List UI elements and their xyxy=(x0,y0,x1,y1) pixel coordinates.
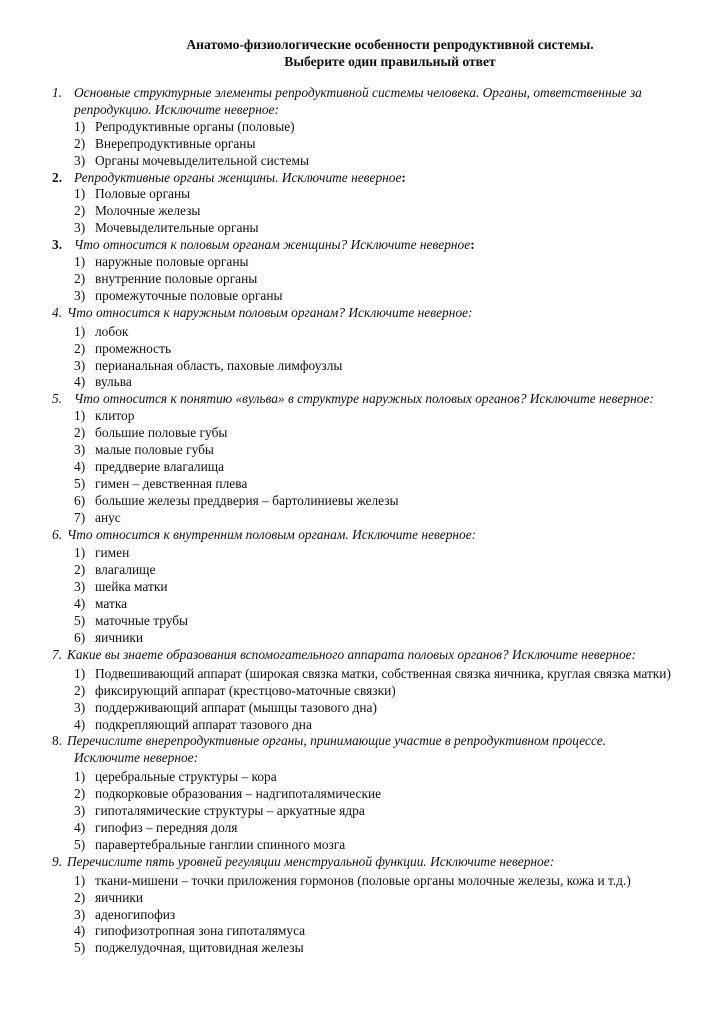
question-number: 7. xyxy=(52,646,63,662)
question-number: 3. xyxy=(52,237,63,253)
option-number: 3) xyxy=(74,152,86,168)
option-text: яичники xyxy=(95,889,144,905)
question-3 xyxy=(52,237,692,305)
question-number: 1. xyxy=(52,85,63,100)
question-5 xyxy=(52,391,692,526)
document-title xyxy=(150,36,630,70)
answer-option[interactable] xyxy=(52,493,692,510)
option-number: 2) xyxy=(74,135,86,151)
option-number: 7) xyxy=(74,509,86,525)
option-text: влагалище xyxy=(95,562,156,578)
answer-option[interactable] xyxy=(52,923,692,940)
option-text: гимен xyxy=(95,545,130,561)
option-number: 3) xyxy=(74,803,86,819)
question-text: 4. Что относится к наружным половым органам? Исключите неверное: xyxy=(52,304,473,320)
option-text: поджелудочная, щитовидная железы xyxy=(95,940,304,956)
option-number: 2) xyxy=(74,562,86,578)
option-number: 2) xyxy=(74,425,86,441)
answer-options xyxy=(52,324,692,392)
option-text: ткани-мишени – точки приложения гормонов (половые органы молочные железы, кожа и т.д.) xyxy=(95,872,631,888)
option-text: Органы мочевыделительной системы xyxy=(95,152,310,168)
answer-option[interactable] xyxy=(52,596,692,613)
question-6 xyxy=(52,527,692,647)
answer-option[interactable] xyxy=(52,873,692,890)
answer-option[interactable] xyxy=(52,271,692,288)
option-number: 4) xyxy=(74,716,86,732)
option-number: 3) xyxy=(74,357,86,373)
question-number: 6. xyxy=(52,526,63,542)
answer-option[interactable] xyxy=(52,769,692,786)
option-number: 1) xyxy=(74,323,86,339)
option-text: наружные половые органы xyxy=(95,254,249,270)
answer-option[interactable] xyxy=(52,579,692,596)
question-1 xyxy=(52,85,692,170)
option-number: 3) xyxy=(74,220,86,236)
answer-option[interactable] xyxy=(52,613,692,630)
option-number: 1) xyxy=(74,872,86,888)
question-number: 9. xyxy=(52,853,63,869)
option-number: 5) xyxy=(74,613,86,629)
option-text: паравертебральные ганглии спинного мозга xyxy=(95,836,346,852)
option-number: 2) xyxy=(74,682,86,698)
answer-option[interactable] xyxy=(52,545,692,562)
option-number: 4) xyxy=(74,819,86,835)
answer-option[interactable] xyxy=(52,220,692,237)
question-text: 3. Что относится к половым органам женщины? Исключите неверное: xyxy=(52,237,475,253)
option-text: малые половые губы xyxy=(95,442,214,458)
option-number: 6) xyxy=(74,492,86,508)
option-number: 6) xyxy=(74,630,86,645)
option-text: гипоталямические структуры – аркуатные ядра xyxy=(95,803,365,819)
option-number: 2) xyxy=(74,786,86,802)
question-4 xyxy=(52,305,692,392)
option-text: большие половые губы xyxy=(95,425,228,441)
option-number: 3) xyxy=(74,287,86,303)
option-text: аденогипофиз xyxy=(95,906,176,922)
question-number: 5. xyxy=(52,391,63,407)
answer-options xyxy=(52,119,692,170)
question-2 xyxy=(52,170,692,238)
question-8 xyxy=(52,733,692,853)
answer-option[interactable] xyxy=(52,837,692,854)
option-number: 4) xyxy=(74,458,86,474)
answer-option[interactable] xyxy=(52,254,692,271)
answer-option[interactable] xyxy=(52,425,692,442)
answer-option[interactable] xyxy=(52,153,692,170)
option-number: 2) xyxy=(74,340,86,356)
answer-option[interactable] xyxy=(52,136,692,153)
question-text: 6. Что относится к внутренним половым органам. Исключите неверное: xyxy=(52,526,477,542)
answer-options xyxy=(52,666,692,734)
question-text: 7. Какие вы знаете образования вспомогательного аппарата половых органов? Исключите неверное: xyxy=(52,646,637,662)
answer-option[interactable] xyxy=(52,203,692,220)
option-number: 3) xyxy=(74,442,86,458)
question-number: 2. xyxy=(52,169,63,185)
option-text: преддверие влагалища xyxy=(95,458,225,474)
answer-options xyxy=(52,769,692,854)
answer-option[interactable] xyxy=(52,288,692,305)
option-number: 3) xyxy=(74,579,86,595)
answer-option[interactable] xyxy=(52,476,692,493)
answer-options xyxy=(52,254,692,305)
option-number: 1) xyxy=(74,254,86,270)
option-number: 3) xyxy=(74,906,86,922)
option-text: церебральные структуры – кора xyxy=(95,769,277,785)
answer-option[interactable] xyxy=(52,907,692,924)
question-text-continuation: Исключите неверное: xyxy=(74,750,199,766)
answer-options xyxy=(52,545,692,646)
answer-option[interactable] xyxy=(52,630,692,647)
answer-option[interactable] xyxy=(52,186,692,203)
option-text: Внерепродуктивные органы xyxy=(95,135,256,151)
option-number: 1) xyxy=(74,408,86,424)
answer-options xyxy=(52,873,692,958)
answer-options xyxy=(52,186,692,237)
option-text: анус xyxy=(95,509,121,525)
option-text: поддерживающий аппарат (мышцы тазового дна) xyxy=(95,699,377,715)
questions-list xyxy=(52,85,692,957)
answer-option[interactable] xyxy=(52,374,692,391)
option-text: фиксирующий аппарат (крестцово-маточные связки) xyxy=(95,682,396,698)
answer-option[interactable] xyxy=(52,510,692,527)
option-number: 2) xyxy=(74,889,86,905)
answer-option[interactable] xyxy=(52,786,692,803)
answer-option[interactable] xyxy=(52,358,692,375)
option-number: 2) xyxy=(74,270,86,286)
question-number: 8. xyxy=(52,733,63,749)
answer-option[interactable] xyxy=(52,700,692,717)
question-text: 5. Что относится к понятию «вульва» в структуре наружных половых органов? Исключите неверное: xyxy=(52,391,654,407)
option-text: перианальная область, паховые лимфоузлы xyxy=(95,357,343,373)
option-number: 2) xyxy=(74,203,86,219)
answer-option[interactable] xyxy=(52,717,692,734)
option-number: 5) xyxy=(74,475,86,491)
option-number: 1) xyxy=(74,186,86,202)
answer-option[interactable] xyxy=(52,408,692,425)
option-text: подкорковые образования – надгипоталямические xyxy=(95,786,382,802)
option-text: гипофизотропная зона гипоталямуса xyxy=(95,923,306,939)
question-text: 1. Основные структурные элементы репродуктивной системы человека. Органы, ответственные за репродукцию. Исключите неверное: xyxy=(52,85,642,117)
answer-option[interactable] xyxy=(52,666,692,683)
title-line-2: Выберите один правильный ответ xyxy=(284,54,496,69)
option-text: вульва xyxy=(95,374,132,390)
option-text: подкрепляющий аппарат тазового дна xyxy=(95,716,312,732)
option-number: 4) xyxy=(74,374,86,390)
option-text: большие железы преддверия – бартолиниевы железы xyxy=(95,492,399,508)
option-text: промежуточные половые органы xyxy=(95,287,283,303)
option-number: 1) xyxy=(74,769,86,785)
option-text: Подвешивающий аппарат (широкая связка матки, собственная связка яичника, круглая связка матки) xyxy=(95,665,671,681)
option-number: 1) xyxy=(74,118,86,134)
option-text: гимен – девственная плева xyxy=(95,475,248,491)
answer-option[interactable] xyxy=(52,341,692,358)
option-text: маточные трубы xyxy=(95,613,189,629)
question-text: 8. Перечислите внерепродуктивные органы, принимающие участие в репродуктивном процессе. xyxy=(52,733,607,749)
option-text: гипофиз – передняя доля xyxy=(95,819,238,835)
option-text: лобок xyxy=(95,323,129,339)
option-number: 5) xyxy=(74,940,86,956)
answer-option[interactable] xyxy=(52,820,692,837)
answer-option[interactable] xyxy=(52,890,692,907)
question-9 xyxy=(52,854,692,957)
question-number: 4. xyxy=(52,304,63,320)
answer-option[interactable] xyxy=(52,324,692,341)
question-7 xyxy=(52,647,692,734)
option-text: внутренние половые органы xyxy=(95,270,258,286)
option-text: Молочные железы xyxy=(95,203,201,219)
answer-option[interactable] xyxy=(52,940,692,957)
option-text: клитор xyxy=(95,408,135,424)
option-number: 5) xyxy=(74,836,86,852)
question-text: 2. Репродуктивные органы женщины. Исключите неверное: xyxy=(52,169,406,185)
question-text: 9. Перечислите пять уровней регуляции менструальной функции. Исключите неверное: xyxy=(52,853,555,869)
answer-option[interactable] xyxy=(52,442,692,459)
option-text: шейка матки xyxy=(95,579,168,595)
option-number: 4) xyxy=(74,596,86,612)
option-text: Репродуктивные органы (половые) xyxy=(95,118,295,134)
option-text: Мочевыделительные органы xyxy=(95,220,259,236)
answer-options xyxy=(52,408,692,526)
answer-option[interactable] xyxy=(52,562,692,579)
option-text: промежность xyxy=(95,340,172,356)
option-text: матка xyxy=(95,596,128,612)
option-number: 1) xyxy=(74,665,86,681)
option-text: яичники xyxy=(95,630,144,645)
option-number: 4) xyxy=(74,923,86,939)
answer-option[interactable] xyxy=(52,803,692,820)
option-text: Половые органы xyxy=(95,186,191,202)
answer-option[interactable] xyxy=(52,119,692,136)
answer-option[interactable] xyxy=(52,683,692,700)
answer-option[interactable] xyxy=(52,459,692,476)
title-line-1: Анатомо-физиологические особенности репродуктивной системы. xyxy=(186,37,594,52)
option-number: 1) xyxy=(74,545,86,561)
option-number: 3) xyxy=(74,699,86,715)
